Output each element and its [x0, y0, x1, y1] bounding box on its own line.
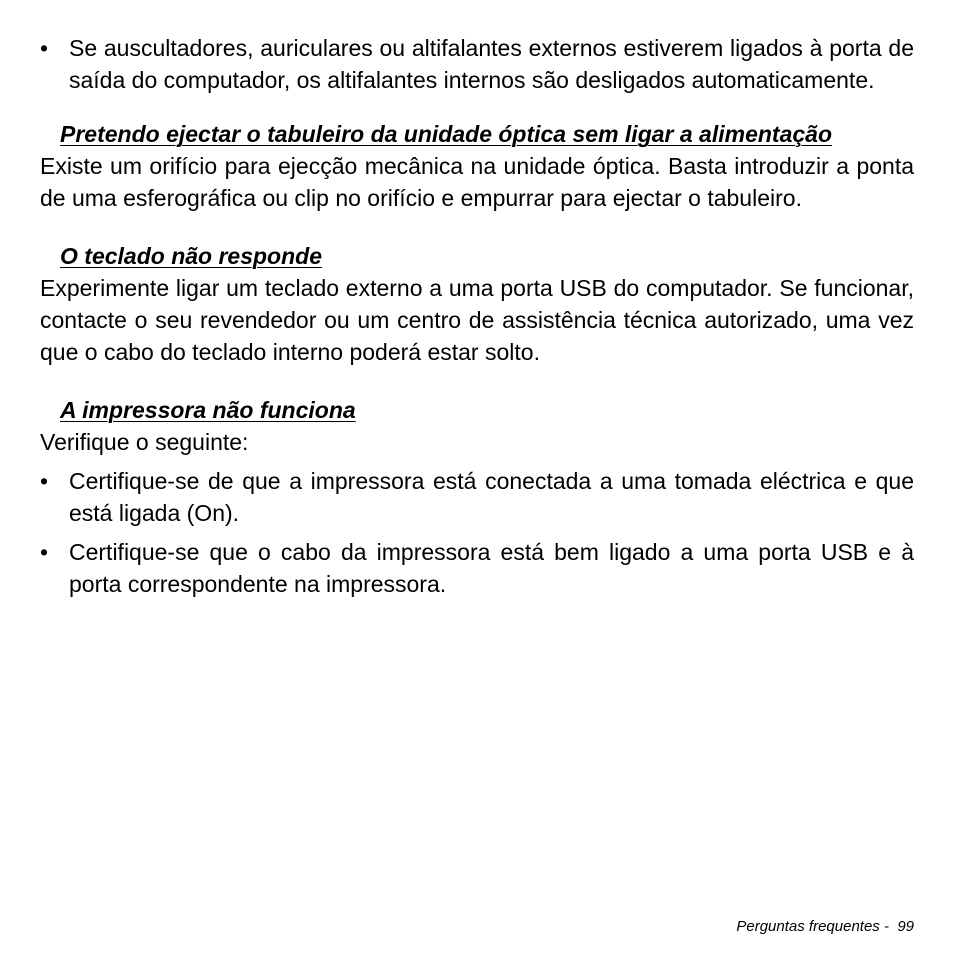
bullet-icon: • [40, 468, 49, 494]
bullet-icon: • [40, 539, 49, 565]
footer-section-label: Perguntas frequentes - [736, 918, 889, 935]
section-body-optical-drive: Existe um orifício para ejecção mecânica na unidade óptica. Basta introduzir a ponta de uma esferográfica ou clip no orifício e empurrar para ejectar o tabuleiro. [40, 153, 914, 211]
section-body-printer: Verifique o seguinte: [40, 429, 249, 455]
section-heading-printer: A impressora não funciona [60, 397, 356, 423]
intro-bullet-list [40, 32, 914, 96]
bullet-icon: • [40, 35, 49, 61]
section-heading-keyboard: O teclado não responde [60, 243, 322, 269]
list-item-text: Certifique-se de que a impressora está conectada a uma tomada eléctrica e que está ligada (On). [69, 468, 914, 526]
list-item [40, 465, 914, 529]
page-number: 99 [897, 918, 914, 935]
section-body-keyboard: Experimente ligar um teclado externo a uma porta USB do computador. Se funcionar, contacte o seu revendedor ou um centro de assistência técnica autorizado, uma vez que o cabo do teclado interno poderá estar solto. [40, 275, 914, 365]
section-heading-optical-drive: Pretendo ejectar o tabuleiro da unidade óptica sem ligar a alimentação [60, 121, 833, 147]
page-footer [736, 917, 914, 937]
list-item-text: Certifique-se que o cabo da impressora está bem ligado a uma porta USB e à porta correspondente na impressora. [69, 539, 914, 597]
list-item-text: Se auscultadores, auriculares ou altifalantes externos estiverem ligados à porta de saída do computador, os altifalantes internos são desligados automaticamente. [69, 35, 914, 93]
list-item [40, 536, 914, 600]
document-page [40, 32, 914, 600]
printer-bullet-list [40, 465, 914, 600]
list-item [40, 32, 914, 96]
